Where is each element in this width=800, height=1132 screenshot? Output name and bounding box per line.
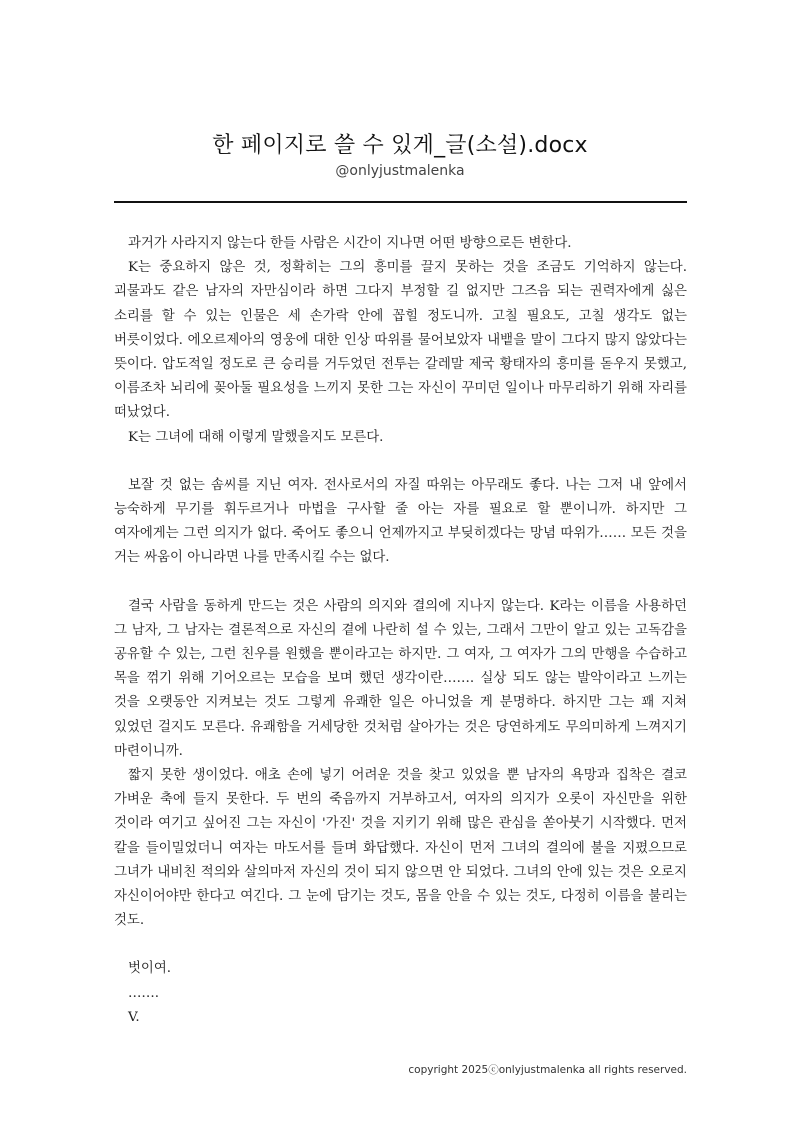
- paragraph: 벗이여.: [128, 961, 172, 977]
- paragraph: 짧지 못한 생이었다. 애초 손에 넣기 어려운 것을 찾고 있었을 뿐 남자의 욕망과 집착은 결코 가벼운 축에 들지 못한다. 두 번의 죽음까지 거부하고서, 여자의 의지가 오롯이 자신만을 위한 것이라 여기고 싶어진 그는 자신이 '가진' 것을 지키기 위해 많은 관심을 쏟아붓기 시작했다. 먼저 칼을 들이밀었더니 여자는 마도서를 들며 화답했다. 자신이 먼저 그녀의 결의에 불을 지폈으므로 그녀가 내비친 적의와 살의마저 자신의 것이 되지 않으면 안 되었다. 그녀의 안에 있는 것은 오로지 자신이어야만 한다고 여긴다. 그 눈에 담기는 것도, 몸을 안을 수 있는 것도, 다정히 이름을 불리는 것도.: [114, 768, 687, 929]
- header-divider: [114, 201, 687, 203]
- paragraph-gap: [114, 933, 687, 957]
- paragraph: 결국 사람을 동하게 만드는 것은 사람의 의지와 결의에 지나지 않는다. K라는 이름을 사용하던 그 남자, 그 남자는 결론적으로 자신의 곁에 나란히 설 수 있는, 그래서 그만이 알고 있는 고독감을 공유할 수 있는, 그런 친우를 원했을 뿐이라고는 하지만. 그 여자, 그 여자가 그의 만행을 수습하고 목을 꺾기 위해 기어오르는 모습을 보며 했던 생각이란……. 실상 되도 않는 발악이라고 느끼는 것을 오랫동안 지켜보는 것도 그렇게 유쾌한 일은 아니었을 게 분명하다. 하지만 그는 꽤 지쳐 있었던 걸지도 모른다. 유쾌함을 거세당한 것처럼 살아가는 것은 당연하게도 무의미하게 느껴지기 마련이니까.: [114, 598, 687, 759]
- document-body: [114, 232, 687, 1030]
- paragraph: V.: [128, 1009, 140, 1025]
- paragraph: 보잘 것 없는 솜씨를 지닌 여자. 전사로서의 자질 따위는 아무래도 좋다. 나는 그저 내 앞에서 능숙하게 무기를 휘두르거나 마법을 구사할 줄 아는 자를 필요로 할 뿐이니까. 하지만 그 여자에게는 그런 의지가 없다. 죽어도 좋으니 언제까지고 부딪히겠다는 망념 따위가…… 모든 것을 거는 싸움이 아니라면 나를 만족시킬 수는 없다.: [114, 477, 687, 566]
- copyright-footer: copyright 2025ⓒonlyjustmalenka all rights reserved.: [408, 1064, 687, 1076]
- author-handle: @onlyjustmalenka: [335, 163, 465, 179]
- document-title: 한 페이지로 쓸 수 있게_글(소설).docx: [212, 133, 588, 158]
- paragraph: …….: [128, 985, 160, 1001]
- paragraph: K는 중요하지 않은 것, 정확히는 그의 흥미를 끌지 못하는 것을 조금도 기억하지 않는다. 괴물과도 같은 남자의 자만심이라 하면 그다지 부정할 길 없지만 그즈음 되는 권력자에게 싫은 소리를 할 수 있는 인물은 세 손가락 안에 꼽힐 정도니까. 고칠 필요도, 고칠 생각도 없는 버릇이었다. 에오르제아의 영웅에 대한 인상 따위를 물어보았자 내뱉을 말이 그다지 많지 않았다는 뜻이다. 압도적일 정도로 큰 승리를 거두었던 전투는 갈레말 제국 황태자의 흥미를 돋우지 못했고, 이름조차 뇌리에 꽂아둘 필요성을 느끼지 못한 그는 자신이 꾸미던 일이나 마무리하기 위해 자리를 떠났었다.: [114, 260, 687, 421]
- paragraph: 과거가 사라지지 않는다 한들 사람은 시간이 지나면 어떤 방향으로든 변한다.: [128, 236, 572, 251]
- paragraph: K는 그녀에 대해 이렇게 말했을지도 모른다.: [128, 429, 384, 445]
- paragraph-gap: [114, 571, 687, 595]
- paragraph-gap: [114, 450, 687, 474]
